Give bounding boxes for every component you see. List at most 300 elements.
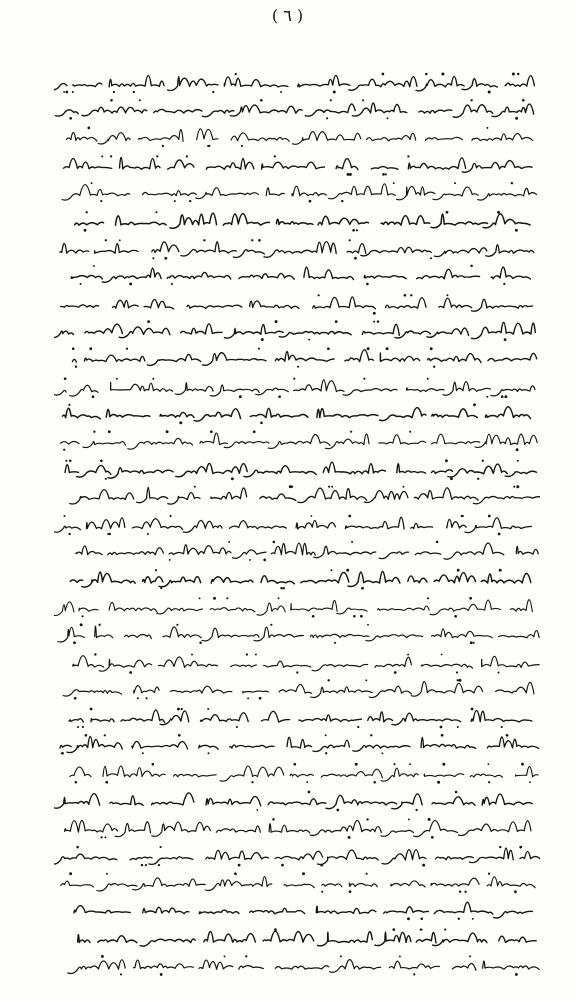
diacritic-dot xyxy=(482,460,484,462)
diacritic-dot xyxy=(69,872,72,875)
ink-stroke xyxy=(61,877,535,891)
diacritic-dot xyxy=(457,726,459,728)
handwritten-line xyxy=(54,515,531,536)
diacritic-dot xyxy=(80,283,82,285)
diacritic-dot xyxy=(65,460,67,462)
diacritic-dot xyxy=(331,486,333,488)
diacritic-dot xyxy=(428,818,431,821)
diacritic-dot xyxy=(278,395,281,398)
diacritic-dot xyxy=(272,818,275,821)
handwritten-line xyxy=(65,818,531,839)
diacritic-dot xyxy=(360,615,363,618)
diacritic-dot xyxy=(409,431,411,433)
diacritic-dot xyxy=(446,211,449,214)
ink-stroke xyxy=(68,960,539,974)
ink-stroke xyxy=(58,626,539,642)
diacritic-dot xyxy=(513,486,515,488)
diacritic-dot xyxy=(86,211,88,213)
handwritten-line xyxy=(67,127,533,148)
diacritic-dot xyxy=(213,597,216,600)
diacritic-dot xyxy=(498,533,501,536)
diacritic-dot xyxy=(278,597,280,599)
diacritic-dot xyxy=(514,890,517,893)
diacritic-dot xyxy=(137,697,139,699)
diacritic-dot xyxy=(92,395,95,398)
diacritic-dot xyxy=(486,396,488,398)
ink-stroke xyxy=(54,380,535,396)
diacritic-dot xyxy=(515,229,518,232)
diacritic-dot xyxy=(251,239,253,241)
diacritic-dot xyxy=(457,569,460,572)
diacritic-dot xyxy=(498,672,500,674)
diacritic-dot xyxy=(327,347,330,350)
diacritic-dot xyxy=(199,597,201,599)
diacritic-dot xyxy=(75,365,77,367)
diacritic-dot xyxy=(255,654,257,656)
diacritic-dot xyxy=(308,339,310,341)
diacritic-dot xyxy=(273,541,276,544)
diacritic-dot xyxy=(106,873,108,875)
diacritic-dot xyxy=(93,431,95,433)
diacritic-dot xyxy=(450,477,453,480)
diacritic-dot xyxy=(210,430,213,433)
diacritic-dot xyxy=(497,211,500,214)
diacritic-dot xyxy=(61,752,63,754)
diacritic-dot xyxy=(126,348,128,350)
ink-stroke xyxy=(64,158,533,173)
diacritic-dot xyxy=(68,404,70,406)
diacritic-dot xyxy=(441,654,443,656)
diacritic-dot xyxy=(306,781,308,783)
diacritic-dot xyxy=(69,117,72,120)
diacritic-dot xyxy=(318,294,320,296)
diacritic-dot xyxy=(486,127,488,129)
diacritic-dot xyxy=(503,283,505,285)
diacritic-dot xyxy=(351,541,353,543)
handwritten-line xyxy=(78,928,537,946)
ink-stroke xyxy=(54,75,534,90)
diacritic-dot xyxy=(297,366,299,368)
diacritic-dot xyxy=(275,320,278,323)
diacritic-dot xyxy=(160,846,162,848)
diacritic-dot xyxy=(176,624,178,626)
diacritic-dot xyxy=(437,781,440,784)
diacritic-dot xyxy=(246,653,248,655)
ink-stroke xyxy=(54,517,531,532)
diacritic-dot xyxy=(454,182,456,184)
diacritic-dot xyxy=(293,378,295,380)
diacritic-dot xyxy=(488,763,490,765)
diacritic-dot xyxy=(152,763,155,766)
diacritic-dot xyxy=(516,448,519,451)
diacritic-dot xyxy=(473,642,475,644)
diacritic-dot xyxy=(98,624,100,626)
diacritic-dot xyxy=(239,395,242,398)
ink-stroke xyxy=(69,710,532,725)
diacritic-dot xyxy=(155,569,157,571)
diacritic-dot xyxy=(212,91,214,93)
diacritic-dot xyxy=(421,918,424,921)
handwritten-line xyxy=(62,182,536,203)
diacritic-dot xyxy=(260,99,263,102)
diacritic-dot xyxy=(89,347,92,350)
diacritic-dot xyxy=(404,294,407,297)
diacritic-dot xyxy=(189,200,191,202)
diacritic-dot xyxy=(515,973,518,976)
diacritic-dot xyxy=(445,459,448,462)
handwritten-line xyxy=(54,320,535,341)
diacritic-dot xyxy=(410,294,412,296)
diacritic-dot xyxy=(120,973,122,975)
diacritic-dot xyxy=(226,597,228,599)
diacritic-dot xyxy=(203,239,205,241)
diacritic-dot xyxy=(470,99,472,101)
diacritic-dot xyxy=(68,533,70,535)
diacritic-dot xyxy=(349,239,351,241)
diacritic-dot xyxy=(74,697,77,700)
ink-stroke xyxy=(54,600,532,616)
diacritic-dot xyxy=(444,929,446,931)
diacritic-dot xyxy=(355,763,358,766)
diacritic-dot xyxy=(228,541,230,543)
diacritic-dot xyxy=(258,348,260,350)
diacritic-dot xyxy=(458,918,460,920)
diacritic-dot xyxy=(245,955,247,957)
diacritic-dot xyxy=(441,734,444,737)
ink-stroke xyxy=(65,820,531,836)
handwritten-line xyxy=(73,653,539,674)
diacritic-dot xyxy=(73,641,76,644)
diacritic-dot xyxy=(274,155,276,157)
diacritic-dot xyxy=(399,955,401,957)
diacritic-dot xyxy=(270,624,272,626)
diacritic-dot xyxy=(430,257,432,259)
diacritic-dot xyxy=(473,403,476,406)
diacritic-dot xyxy=(431,836,434,839)
handwritten-line xyxy=(76,541,538,562)
diacritic-dot xyxy=(446,294,448,296)
ink-stroke xyxy=(70,766,538,781)
diacritic-dot xyxy=(152,378,154,380)
diacritic-dot xyxy=(330,99,332,101)
diacritic-dot xyxy=(281,864,284,867)
diacritic-dot xyxy=(181,708,183,710)
diacritic-dot xyxy=(469,955,471,957)
diacritic-dot xyxy=(454,615,457,618)
ink-stroke xyxy=(62,184,536,200)
diacritic-dot xyxy=(174,200,176,202)
diacritic-dot xyxy=(101,836,103,838)
diacritic-dot xyxy=(251,781,253,783)
diacritic-dot xyxy=(234,872,237,875)
diacritic-dot xyxy=(517,73,519,75)
diacritic-dot xyxy=(76,846,79,849)
diacritic-dot xyxy=(101,155,103,157)
diacritic-dot xyxy=(178,734,181,737)
diacritic-dot xyxy=(433,366,435,368)
diacritic-dot xyxy=(325,752,327,754)
diacritic-dot xyxy=(471,708,474,711)
diacritic-dot xyxy=(348,836,351,839)
diacritic-dot xyxy=(385,173,387,175)
handwritten-line xyxy=(65,459,536,480)
diacritic-dot xyxy=(425,73,428,76)
diacritic-dot xyxy=(353,615,356,618)
diacritic-dot xyxy=(333,91,336,94)
diacritic-dot xyxy=(413,973,415,975)
ink-stroke xyxy=(63,407,531,421)
ink-stroke xyxy=(71,267,530,282)
ink-stroke xyxy=(54,793,532,809)
diacritic-dot xyxy=(280,91,282,93)
diacritic-dot xyxy=(110,99,113,102)
diacritic-dot xyxy=(116,378,118,380)
diacritic-dot xyxy=(129,671,132,674)
diacritic-dot xyxy=(105,478,107,480)
diacritic-dot xyxy=(147,533,149,535)
diacritic-dot xyxy=(422,864,425,867)
diacritic-dot xyxy=(330,569,332,571)
diacritic-dot xyxy=(65,91,68,94)
diacritic-dot xyxy=(119,239,121,241)
diacritic-dot xyxy=(179,421,182,424)
handwritten-line xyxy=(71,265,530,286)
ink-stroke xyxy=(63,681,534,697)
diacritic-dot xyxy=(259,697,262,700)
diacritic-dot xyxy=(334,642,336,644)
diacritic-dot xyxy=(522,99,525,102)
diacritic-dot xyxy=(335,320,338,323)
diacritic-dot xyxy=(308,791,311,794)
diacritic-dot xyxy=(87,127,90,130)
diacritic-dot xyxy=(367,347,370,350)
handwritten-line xyxy=(63,679,534,700)
diacritic-dot xyxy=(64,515,66,517)
diacritic-dot xyxy=(263,559,266,562)
handwritten-line xyxy=(70,485,540,504)
diacritic-dot xyxy=(470,641,473,644)
diacritic-dot xyxy=(420,929,422,931)
diacritic-dot xyxy=(392,928,395,931)
diacritic-dot xyxy=(207,708,209,710)
diacritic-dot xyxy=(373,781,376,784)
ink-stroke xyxy=(70,487,540,504)
handwritten-line xyxy=(61,294,533,315)
ink-stroke xyxy=(78,931,537,946)
diacritic-dot xyxy=(291,486,293,488)
diacritic-dot xyxy=(142,752,144,754)
diacritic-dot xyxy=(296,671,298,673)
diacritic-dot xyxy=(340,955,342,957)
diacritic-dot xyxy=(94,653,96,655)
diacritic-dot xyxy=(517,460,519,462)
diacritic-dot xyxy=(249,559,251,561)
diacritic-dot xyxy=(462,515,464,517)
diacritic-dot xyxy=(499,846,501,848)
handwritten-line xyxy=(54,377,535,398)
diacritic-dot xyxy=(77,726,79,728)
diacritic-dot xyxy=(129,282,132,285)
diacritic-dot xyxy=(155,211,157,213)
diacritic-dot xyxy=(455,791,458,794)
diacritic-dot xyxy=(408,818,410,820)
diacritic-dot xyxy=(373,312,376,315)
diacritic-dot xyxy=(382,173,385,176)
diacritic-dot xyxy=(247,697,249,699)
diacritic-dot xyxy=(366,818,368,820)
diacritic-dot xyxy=(309,200,312,203)
diacritic-dot xyxy=(512,73,515,76)
diacritic-dot xyxy=(177,708,180,711)
diacritic-dot xyxy=(336,809,339,812)
diacritic-dot xyxy=(529,781,531,783)
diacritic-dot xyxy=(133,91,135,93)
diacritic-dot xyxy=(427,378,429,380)
diacritic-dot xyxy=(260,421,263,424)
diacritic-dot xyxy=(373,321,375,323)
handwritten-line xyxy=(60,430,537,451)
diacritic-dot xyxy=(199,642,202,645)
diacritic-dot xyxy=(488,91,491,94)
diacritic-dot xyxy=(186,155,188,157)
diacritic-dot xyxy=(208,145,210,147)
diacritic-dot xyxy=(328,486,330,488)
handwritten-line xyxy=(60,734,539,755)
diacritic-dot xyxy=(488,781,490,783)
diacritic-dot xyxy=(231,477,234,480)
diacritic-dot xyxy=(516,485,519,488)
diacritic-dot xyxy=(393,763,395,765)
handwritten-line xyxy=(54,597,532,618)
ink-stroke xyxy=(60,736,539,752)
diacritic-dot xyxy=(415,809,417,811)
diacritic-dot xyxy=(457,679,459,681)
ink-stroke xyxy=(76,543,538,559)
diacritic-dot xyxy=(82,726,84,728)
diacritic-dot xyxy=(310,515,312,517)
diacritic-dot xyxy=(302,872,305,875)
diacritic-dot xyxy=(91,182,93,184)
diacritic-dot xyxy=(101,955,104,958)
ink-stroke xyxy=(70,571,531,587)
diacritic-dot xyxy=(191,654,193,656)
diacritic-dot xyxy=(258,239,261,242)
diacritic-dot xyxy=(366,873,368,875)
diacritic-dot xyxy=(261,338,264,341)
diacritic-dot xyxy=(321,891,323,893)
ink-stroke xyxy=(73,656,539,672)
diacritic-dot xyxy=(100,460,103,463)
diacritic-dot xyxy=(347,173,350,176)
diacritic-dot xyxy=(145,864,147,866)
handwritten-line xyxy=(54,791,532,812)
diacritic-dot xyxy=(327,679,329,681)
diacritic-dot xyxy=(377,320,379,322)
diacritic-dot xyxy=(346,569,349,572)
diacritic-dot xyxy=(104,836,106,838)
diacritic-dot xyxy=(85,734,88,737)
diacritic-dot xyxy=(312,615,315,618)
diacritic-dot xyxy=(407,654,409,656)
ink-stroke xyxy=(55,103,533,117)
ink-stroke xyxy=(54,322,535,338)
diacritic-dot xyxy=(441,73,444,76)
diacritic-dot xyxy=(430,347,433,350)
handwritten-line xyxy=(64,155,533,176)
handwritten-line xyxy=(69,708,532,729)
handwritten-line xyxy=(75,211,530,232)
diacritic-dot xyxy=(464,891,466,893)
diacritic-dot xyxy=(238,864,241,867)
diacritic-dot xyxy=(141,864,143,866)
diacritic-dot xyxy=(366,283,369,286)
diacritic-dot xyxy=(499,569,502,572)
diacritic-dot xyxy=(370,734,372,736)
handwritten-line xyxy=(54,846,540,867)
diacritic-dot xyxy=(394,671,397,674)
diacritic-dot xyxy=(105,781,108,784)
diacritic-dot xyxy=(506,734,509,737)
handwritten-line xyxy=(70,569,531,590)
diacritic-dot xyxy=(64,377,66,379)
diacritic-dot xyxy=(393,182,395,184)
diacritic-dot xyxy=(294,763,297,766)
diacritic-dot xyxy=(470,265,473,268)
diacritic-dot xyxy=(349,890,352,893)
diacritic-dot xyxy=(504,338,507,341)
diacritic-dot xyxy=(459,891,461,893)
diacritic-dot xyxy=(224,955,226,957)
diacritic-dot xyxy=(515,117,518,120)
diacritic-dot xyxy=(504,395,507,398)
diacritic-dot xyxy=(156,155,158,157)
diacritic-dot xyxy=(354,257,357,260)
diacritic-dot xyxy=(110,155,112,157)
diacritic-dot xyxy=(170,515,172,517)
diacritic-dot xyxy=(427,597,429,599)
diacritic-dot xyxy=(407,917,410,920)
diacritic-dot xyxy=(139,99,141,101)
handwritten-line xyxy=(63,403,531,424)
ink-stroke xyxy=(60,242,534,258)
handwritten-line xyxy=(68,955,539,976)
diacritic-dot xyxy=(72,91,74,93)
diacritic-dot xyxy=(511,182,513,184)
diacritic-dot xyxy=(365,679,367,681)
diacritic-dot xyxy=(325,734,327,736)
handwritten-line xyxy=(61,872,535,893)
diacritic-dot xyxy=(469,597,472,600)
diacritic-dot xyxy=(352,229,355,232)
diacritic-dot xyxy=(80,623,83,626)
ink-stroke xyxy=(61,297,533,311)
diacritic-dot xyxy=(501,726,503,728)
diacritic-dot xyxy=(162,145,164,147)
ink-stroke xyxy=(60,433,537,449)
diacritic-dot xyxy=(348,515,351,518)
diacritic-dot xyxy=(361,587,364,590)
diacritic-dot xyxy=(472,918,474,920)
diacritic-dot xyxy=(409,763,411,765)
ink-stroke xyxy=(65,462,536,478)
diacritic-dot xyxy=(194,486,196,488)
handwritten-line xyxy=(74,902,533,920)
diacritic-dot xyxy=(283,587,285,589)
diacritic-dot xyxy=(69,460,72,463)
diacritic-dot xyxy=(169,559,171,561)
diacritic-dot xyxy=(108,430,111,433)
diacritic-dot xyxy=(407,155,409,157)
